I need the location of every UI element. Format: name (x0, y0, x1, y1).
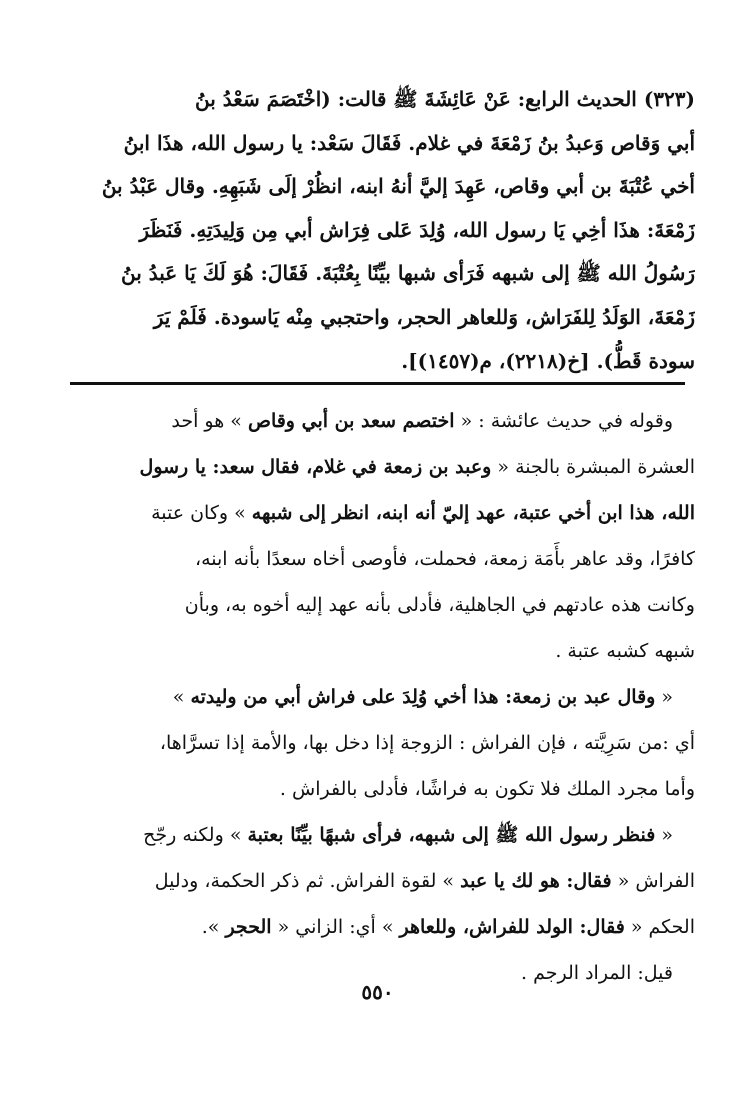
commentary-line (60, 444, 695, 490)
quoted-hadith: وقال عبد بن زمعة: هذا أخي وُلِدَ على فراش أبي من وليدته (190, 686, 656, 708)
commentary-span: » لقوة الفراش. ثم ذكر الحكمة، ودليل (154, 870, 455, 892)
quoted-hadith: فقال: الولد للفراش، وللعاهر (399, 916, 625, 938)
commentary-line (60, 490, 695, 536)
commentary-line: قيل: المراد الرجم . (521, 962, 673, 984)
commentary-span: « (661, 824, 673, 846)
commentary-line (60, 858, 695, 904)
commentary-span: » ولكنه رجّح (143, 824, 242, 846)
page-number: ٥٥٠ (361, 980, 394, 1004)
hadith-line-2: أبي وَقاص وَعبدُ بنُ زَمْعَةَ في غلام. فَقَالَ سَعْد: يا رسول الله، هذَا ابنُ (123, 130, 695, 155)
commentary-line (60, 812, 695, 858)
commentary-line: أي :من سَرِيَّته ، فإن الفراش : الزوجة إذا دخل بها، والأمة إذا تسرَّاها، (159, 732, 695, 754)
commentary-span: » (172, 686, 185, 708)
commentary-span: » هو أحد (171, 410, 242, 432)
commentary-line: كافرًا، وقد عاهر بأَمَة زمعة، فحملت، فأوصى أخاه سعدًا بأنه ابنه، (194, 548, 695, 570)
commentary-line (60, 398, 695, 444)
hadith-line-7: سودة قَطُّ). [خ(٢٢١٨)، م(١٤٥٧)]. (401, 348, 695, 373)
commentary-text (60, 398, 695, 996)
hadith-line-5: رَسُولُ الله ﷺ إلى شبهه فَرَأى شبها بيِّنًا بِعُتْبَةَ. فَقَالَ: هُوَ لَكَ يَا عَبدُ بنُ (120, 261, 695, 286)
commentary-span: الفراش « (617, 870, 695, 892)
hadith-text (60, 78, 695, 383)
commentary-span: العشرة المبشرة بالجنة « (497, 456, 695, 478)
commentary-line (60, 904, 695, 950)
commentary-span: وقوله في حديث عائشة : « (460, 410, 673, 432)
hadith-line-1: (٣٢٣) الحديث الرابع: عَنْ عَائِشَةَ ﷺ قالت: (اخْتَصَمَ سَعْدُ بنُ (195, 87, 695, 111)
hadith-line-6: زَمْعَةَ، الوَلَدُ لِلفَرَاش، وَللعاهر الحجر، واحتجبي مِنْه يَاسودة. فَلَمْ يَرَ (153, 304, 695, 329)
quoted-hadith: وعبد بن زمعة في غلام، فقال سعد: يا رسول (139, 456, 492, 478)
commentary-line (60, 674, 695, 720)
quoted-hadith: الله، هذا ابن أخي عتبة، عهد إليّ أنه ابنه، انظر إلى شبهه (251, 502, 695, 524)
section-divider (70, 382, 685, 385)
commentary-span: « (661, 686, 673, 708)
hadith-line-4: زَمْعَةَ: هذَا أخِي يَا رسول الله، وُلِدَ عَلى فِرَاش أبي مِن وَلِيدَتِهِ. فَنَظَرَ (139, 217, 695, 242)
quoted-hadith: فنظر رسول الله ﷺ إلى شبهه، فرأى شبهًا بيِّنًا بعتبة (247, 824, 656, 846)
commentary-span: ». (201, 916, 220, 938)
commentary-span: الحكم « (630, 916, 695, 938)
hadith-line-3: أخي عُتْبَةَ بن أبي وقاص، عَهِدَ إليَّ أنهُ ابنه، انظُرْ إلَى شَبَهِهِ. وقال عَبْدُ بنُ (101, 174, 695, 199)
commentary-line: وكانت هذه عادتهم في الجاهلية، فأدلى بأنه عهد إليه أخوه به، وبأن (184, 594, 695, 616)
quoted-hadith: فقال: هو لك يا عبد (460, 870, 612, 892)
commentary-span: » أي: الزاني « (277, 916, 394, 938)
quoted-hadith: الحجر (225, 916, 272, 938)
quoted-hadith: اختصم سعد بن أبي وقاص (247, 410, 455, 432)
commentary-span: » وكان عتبة (151, 502, 246, 524)
commentary-line: شبهه كشبه عتبة . (555, 640, 695, 662)
commentary-line: وأما مجرد الملك فلا تكون به فراشًا، فأدلى بالفراش . (279, 778, 695, 800)
